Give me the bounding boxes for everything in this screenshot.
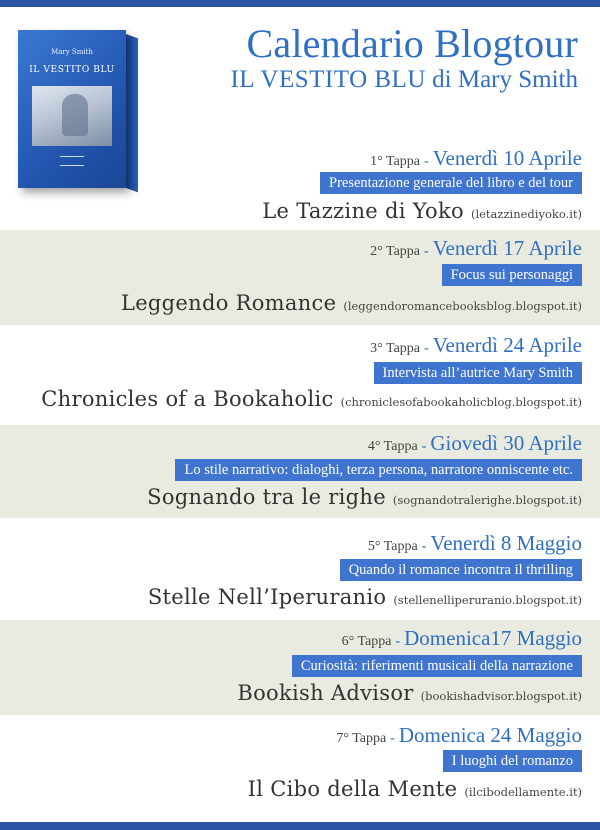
stage-dash: - xyxy=(424,244,429,259)
stage-5 xyxy=(0,518,600,620)
stage-date: Venerdì 8 Maggio xyxy=(430,531,582,555)
stage-date: Domenica 24 Maggio xyxy=(398,723,582,747)
stage-blog xyxy=(237,681,582,705)
blog-url: (sognandotralerighe.blogspot.it) xyxy=(392,493,582,507)
stage-dash: - xyxy=(390,731,395,746)
subtitle-book-title: IL VESTITO BLU xyxy=(230,66,426,93)
stage-dash: - xyxy=(424,154,429,169)
stage-topic: I luoghi del romanzo xyxy=(443,750,582,772)
stage-blog xyxy=(248,777,582,801)
stage-7 xyxy=(0,715,600,822)
stage-number: 7° Tappa xyxy=(336,731,387,746)
blog-name: Il Cibo della Mente xyxy=(247,777,458,801)
stage-header xyxy=(370,146,582,171)
stage-dash: - xyxy=(424,341,429,356)
stage-number: 4° Tappa xyxy=(367,439,418,454)
blog-name: Le Tazzine di Yoko xyxy=(262,199,464,223)
blog-name: Leggendo Romance xyxy=(120,291,337,315)
stage-number: 3° Tappa xyxy=(370,341,421,356)
stage-header xyxy=(370,236,582,261)
stage-topic: Intervista all’autrice Mary Smith xyxy=(374,362,582,384)
blog-url: (letazzinediyoko.it) xyxy=(470,207,582,221)
stage-number: 5° Tappa xyxy=(367,539,418,554)
stage-2 xyxy=(0,230,600,325)
stage-header xyxy=(370,333,582,358)
stage-dash: - xyxy=(421,439,427,454)
stage-header xyxy=(368,431,582,456)
book-cover-author: Mary Smith xyxy=(51,48,93,56)
stage-blog xyxy=(147,485,582,509)
stage-date: Giovedì 30 Aprile xyxy=(430,431,582,455)
stage-topic: Lo stile narrativo: dialoghi, terza persona, narratore onniscente etc. xyxy=(175,459,582,481)
stage-date: Venerdì 10 Aprile xyxy=(432,146,582,170)
blog-url: (bookishadvisor.blogspot.it) xyxy=(420,689,582,703)
stage-date: Domenica17 Maggio xyxy=(404,626,582,650)
stage-blog xyxy=(121,291,582,315)
stage-6 xyxy=(0,620,600,715)
stage-blog xyxy=(262,199,582,223)
stage-dash: - xyxy=(421,539,427,554)
book-cover-photo xyxy=(32,86,112,146)
page-subtitle xyxy=(230,66,578,94)
stage-header xyxy=(336,723,582,748)
stage-topic: Quando il romance incontra il thrilling xyxy=(340,559,582,581)
stage-1 xyxy=(0,140,600,230)
stage-date: Venerdì 17 Aprile xyxy=(432,236,582,260)
page-title: Calendario Blogtour xyxy=(246,21,578,66)
blog-url: (leggendoromancebooksblog.blogspot.it) xyxy=(343,299,582,313)
bottom-bar xyxy=(0,822,600,830)
blog-url: (chroniclesofabookaholicblog.blogspot.it) xyxy=(340,395,582,409)
blog-name: Stelle Nell’Iperuranio xyxy=(147,585,387,609)
blog-name: Sognando tra le righe xyxy=(147,485,386,509)
subtitle-author: Mary Smith xyxy=(457,66,578,93)
blog-name: Bookish Advisor xyxy=(237,681,414,705)
stage-header xyxy=(368,531,582,556)
subtitle-by: di xyxy=(432,66,452,93)
blog-url: (stellenelliperuranio.blogspot.it) xyxy=(393,593,582,607)
stage-topic: Focus sui personaggi xyxy=(442,264,582,286)
stage-4 xyxy=(0,425,600,518)
book-cover-title: IL VESTITO BLU xyxy=(29,65,115,75)
stage-number: 6° Tappa xyxy=(341,634,392,649)
stage-3 xyxy=(0,325,600,425)
stage-topic: Curiosità: riferimenti musicali della narrazione xyxy=(292,655,582,677)
stage-number: 1° Tappa xyxy=(370,154,421,169)
stage-dash: - xyxy=(395,634,401,649)
stage-topic: Presentazione generale del libro e del tour xyxy=(320,172,582,194)
stage-date: Venerdì 24 Aprile xyxy=(432,333,582,357)
stage-blog xyxy=(41,387,582,411)
blog-url: (ilcibodellamente.it) xyxy=(464,785,582,799)
stage-blog xyxy=(148,585,582,609)
stage-header xyxy=(342,626,582,651)
blog-name: Chronicles of a Bookaholic xyxy=(41,387,334,411)
stage-number: 2° Tappa xyxy=(370,244,421,259)
